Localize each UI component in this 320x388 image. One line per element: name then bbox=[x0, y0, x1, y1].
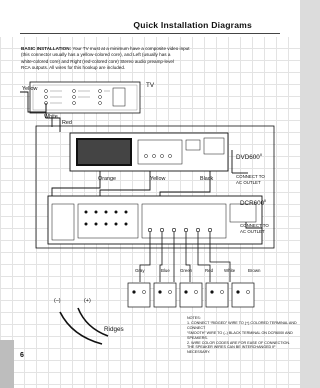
dvd-outlet-line-2: AC OUTLET bbox=[236, 179, 261, 185]
cable-label-white: White bbox=[44, 114, 58, 120]
dvd-model: DVD600 bbox=[236, 154, 260, 162]
dvd-panel bbox=[70, 133, 228, 171]
cable-label-yellow: Yellow bbox=[22, 86, 38, 92]
cable-label-yellow-mid: Yellow bbox=[150, 176, 166, 182]
intro-lead: BASIC INSTALLATION: bbox=[21, 46, 72, 51]
dcr-outlet-note bbox=[240, 223, 269, 234]
terminal-minus-label: (–) bbox=[54, 298, 61, 304]
wire-color-green: Green bbox=[180, 268, 193, 273]
notes-block bbox=[187, 316, 297, 355]
speaker-wire-illustration bbox=[60, 308, 108, 344]
dvd-label bbox=[236, 152, 262, 161]
cable-label-red: Red bbox=[62, 120, 72, 126]
cable-label-orange: Orange bbox=[98, 176, 116, 182]
dvd-outlet-line-1: CONNECT TO bbox=[236, 174, 265, 179]
notes-line-1: 1. CONNECT “RIDGED” WIRE TO (+) COLORED TERMINAL AND CONNECT bbox=[187, 320, 297, 330]
wire-color-red: Red bbox=[205, 268, 214, 273]
ridges-label: Ridges bbox=[104, 326, 124, 333]
notes-line-4: THE SPEAKER WIRES CAN BE INTERCHANGED IF NECESSARY. bbox=[187, 345, 276, 355]
dcr-model-suffix: II bbox=[264, 198, 267, 203]
notes-line-2: “SMOOTH” WIRE TO (–) BLACK TERMINAL ON DCR600II AND SPEAKERS. bbox=[187, 330, 293, 340]
dcr-label bbox=[240, 198, 266, 207]
dcr-outlet-line-2: AC OUTLET bbox=[240, 228, 265, 234]
side-tab bbox=[0, 340, 14, 388]
dcr-panel bbox=[48, 196, 265, 244]
wire-color-white: White bbox=[224, 268, 236, 273]
intro-line-1: Your TV must at a minimum have a composite video input bbox=[72, 46, 190, 51]
intro-line-3: white-colored core) and Right (red-colored core) Stereo audio preamp-level bbox=[21, 58, 174, 64]
dvd-outlet-note bbox=[236, 174, 265, 185]
notes-heading: NOTES: bbox=[187, 316, 201, 320]
dcr-model: DCR600 bbox=[240, 200, 265, 208]
cable-label-black: Black bbox=[200, 176, 214, 182]
intro-line-2: (this connector usually has a yellow-colored core), and Left (usually has a bbox=[21, 52, 171, 58]
dvd-model-suffix: II bbox=[259, 152, 263, 157]
tv-label: TV bbox=[146, 82, 155, 89]
tv-panel bbox=[30, 82, 140, 113]
wire-color-brown: Brown bbox=[248, 268, 261, 273]
page-title: Quick Installation Diagrams bbox=[133, 20, 252, 30]
terminal-plus-label: (+) bbox=[84, 298, 91, 304]
wire-color-gray: Gray bbox=[135, 268, 145, 273]
intro-line-4: RCA outputs. All wires for this hookup are included. bbox=[21, 65, 126, 71]
page-number: 6 bbox=[20, 352, 24, 359]
dcr-outlet-line-1: CONNECT TO bbox=[240, 223, 269, 228]
speaker-terminals bbox=[128, 283, 254, 307]
wire-color-blue: Blue bbox=[161, 268, 170, 273]
notes-line-3: 2. WIRE COLOR CODES ARE FOR EASE OF CONNECTION. bbox=[187, 340, 291, 345]
